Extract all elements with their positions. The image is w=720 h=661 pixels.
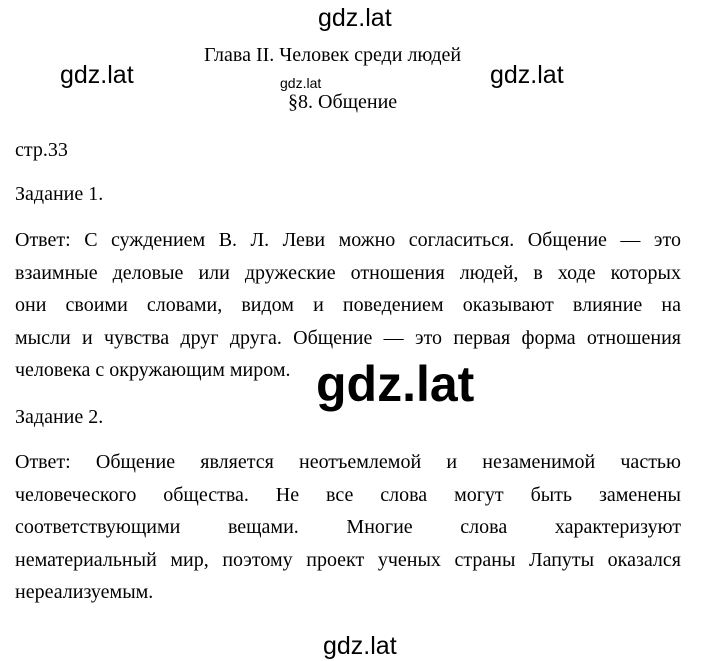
answer-line: они своими словами, видом и поведением оказывают влияние на [15,294,681,316]
task-1-title: Задание 1. [15,183,104,205]
chapter-title: Глава II. Человек среди людей [204,44,462,66]
section-title: §8. Общение [288,91,398,113]
answer-line: соответствующими вещами. Многие слова характеризуют [15,516,681,538]
answer-line: Ответ: Общение является неотъемлемой и незаменимой частью [15,451,681,473]
watermark-center-large: gdz.lat [316,356,475,412]
watermark-small: gdz.lat [280,75,322,91]
answer-line: взаимные деловые или дружеские отношения людей, в ходе которых [15,261,681,284]
answer-line: человека с окружающим миром. [15,359,291,381]
task-2-title: Задание 2. [15,406,104,428]
page-reference: стр.33 [15,139,68,161]
watermark-bottom: gdz.lat [323,632,397,660]
answer-line: мысли и чувства друг друга. Общение — это первая форма отношения [15,326,681,349]
task-2-answer [15,446,681,609]
answer-line: нереализуемым. [15,581,154,603]
watermark-left: gdz.lat [60,61,134,89]
answer-line: человеческого общества. Не все слова могут быть заменены [15,483,681,506]
watermark-top: gdz.lat [318,4,392,32]
answer-line: Ответ: С суждением В. Л. Леви можно согласиться. Общение — это [15,229,681,251]
watermark-right: gdz.lat [490,61,564,89]
answer-line: нематериальный мир, поэтому проект ученых страны Лапуты оказался [15,548,681,571]
